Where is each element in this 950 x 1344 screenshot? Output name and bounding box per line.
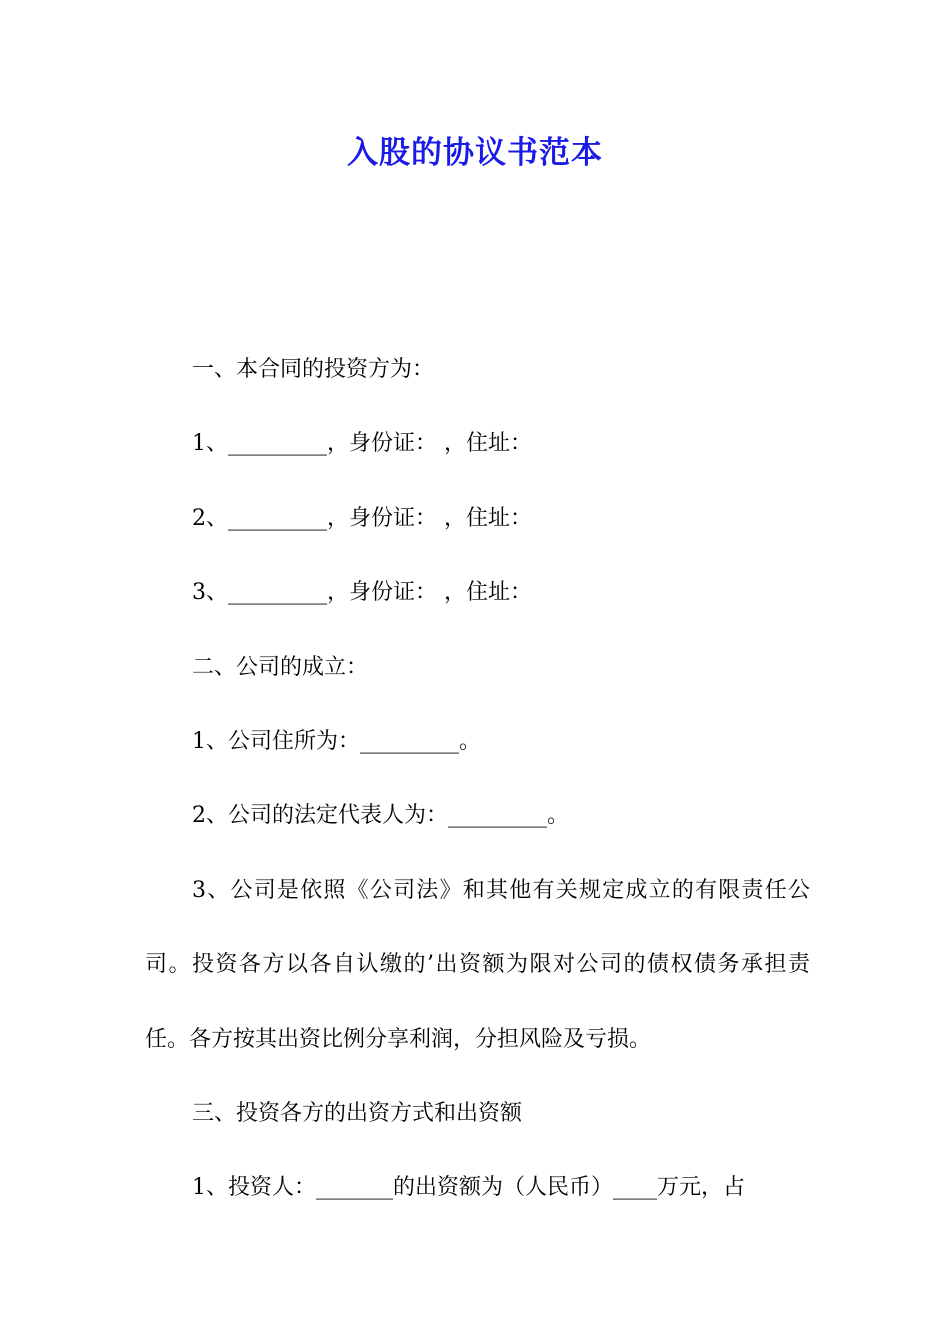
investor-contribution-line: 1、投资人：_______的出资额为（人民币）____万元，占	[192, 1175, 745, 1201]
company-address-line: 1、公司住所为：_________。	[192, 728, 481, 754]
section-heading-establishment: 二、公司的成立：	[192, 654, 369, 680]
legal-representative-line: 2、公司的法定代表人为：_________。	[192, 803, 569, 829]
document-body	[145, 333, 810, 1226]
company-liability-paragraph: 3、公司是依照《公司法》和其他有关规定成立的有限责任公司。投资各方以各自认缴的’出资额为限对公司的债权债务承担责任。各方按其出资比例分享利润，分担风险及亏损。	[145, 877, 810, 1052]
investor-line-2: 2、_________，身份证： ，住址：	[192, 505, 532, 531]
section-heading-investors: 一、本合同的投资方为：	[192, 357, 435, 382]
investor-line-1: 1、_________，身份证： ，住址：	[192, 431, 532, 457]
investor-line-3: 3、_________，身份证： ，住址：	[192, 580, 532, 606]
section-heading-contribution: 三、投资各方的出资方式和出资额	[192, 1100, 523, 1126]
document-title: 入股的协议书范本	[347, 135, 603, 171]
